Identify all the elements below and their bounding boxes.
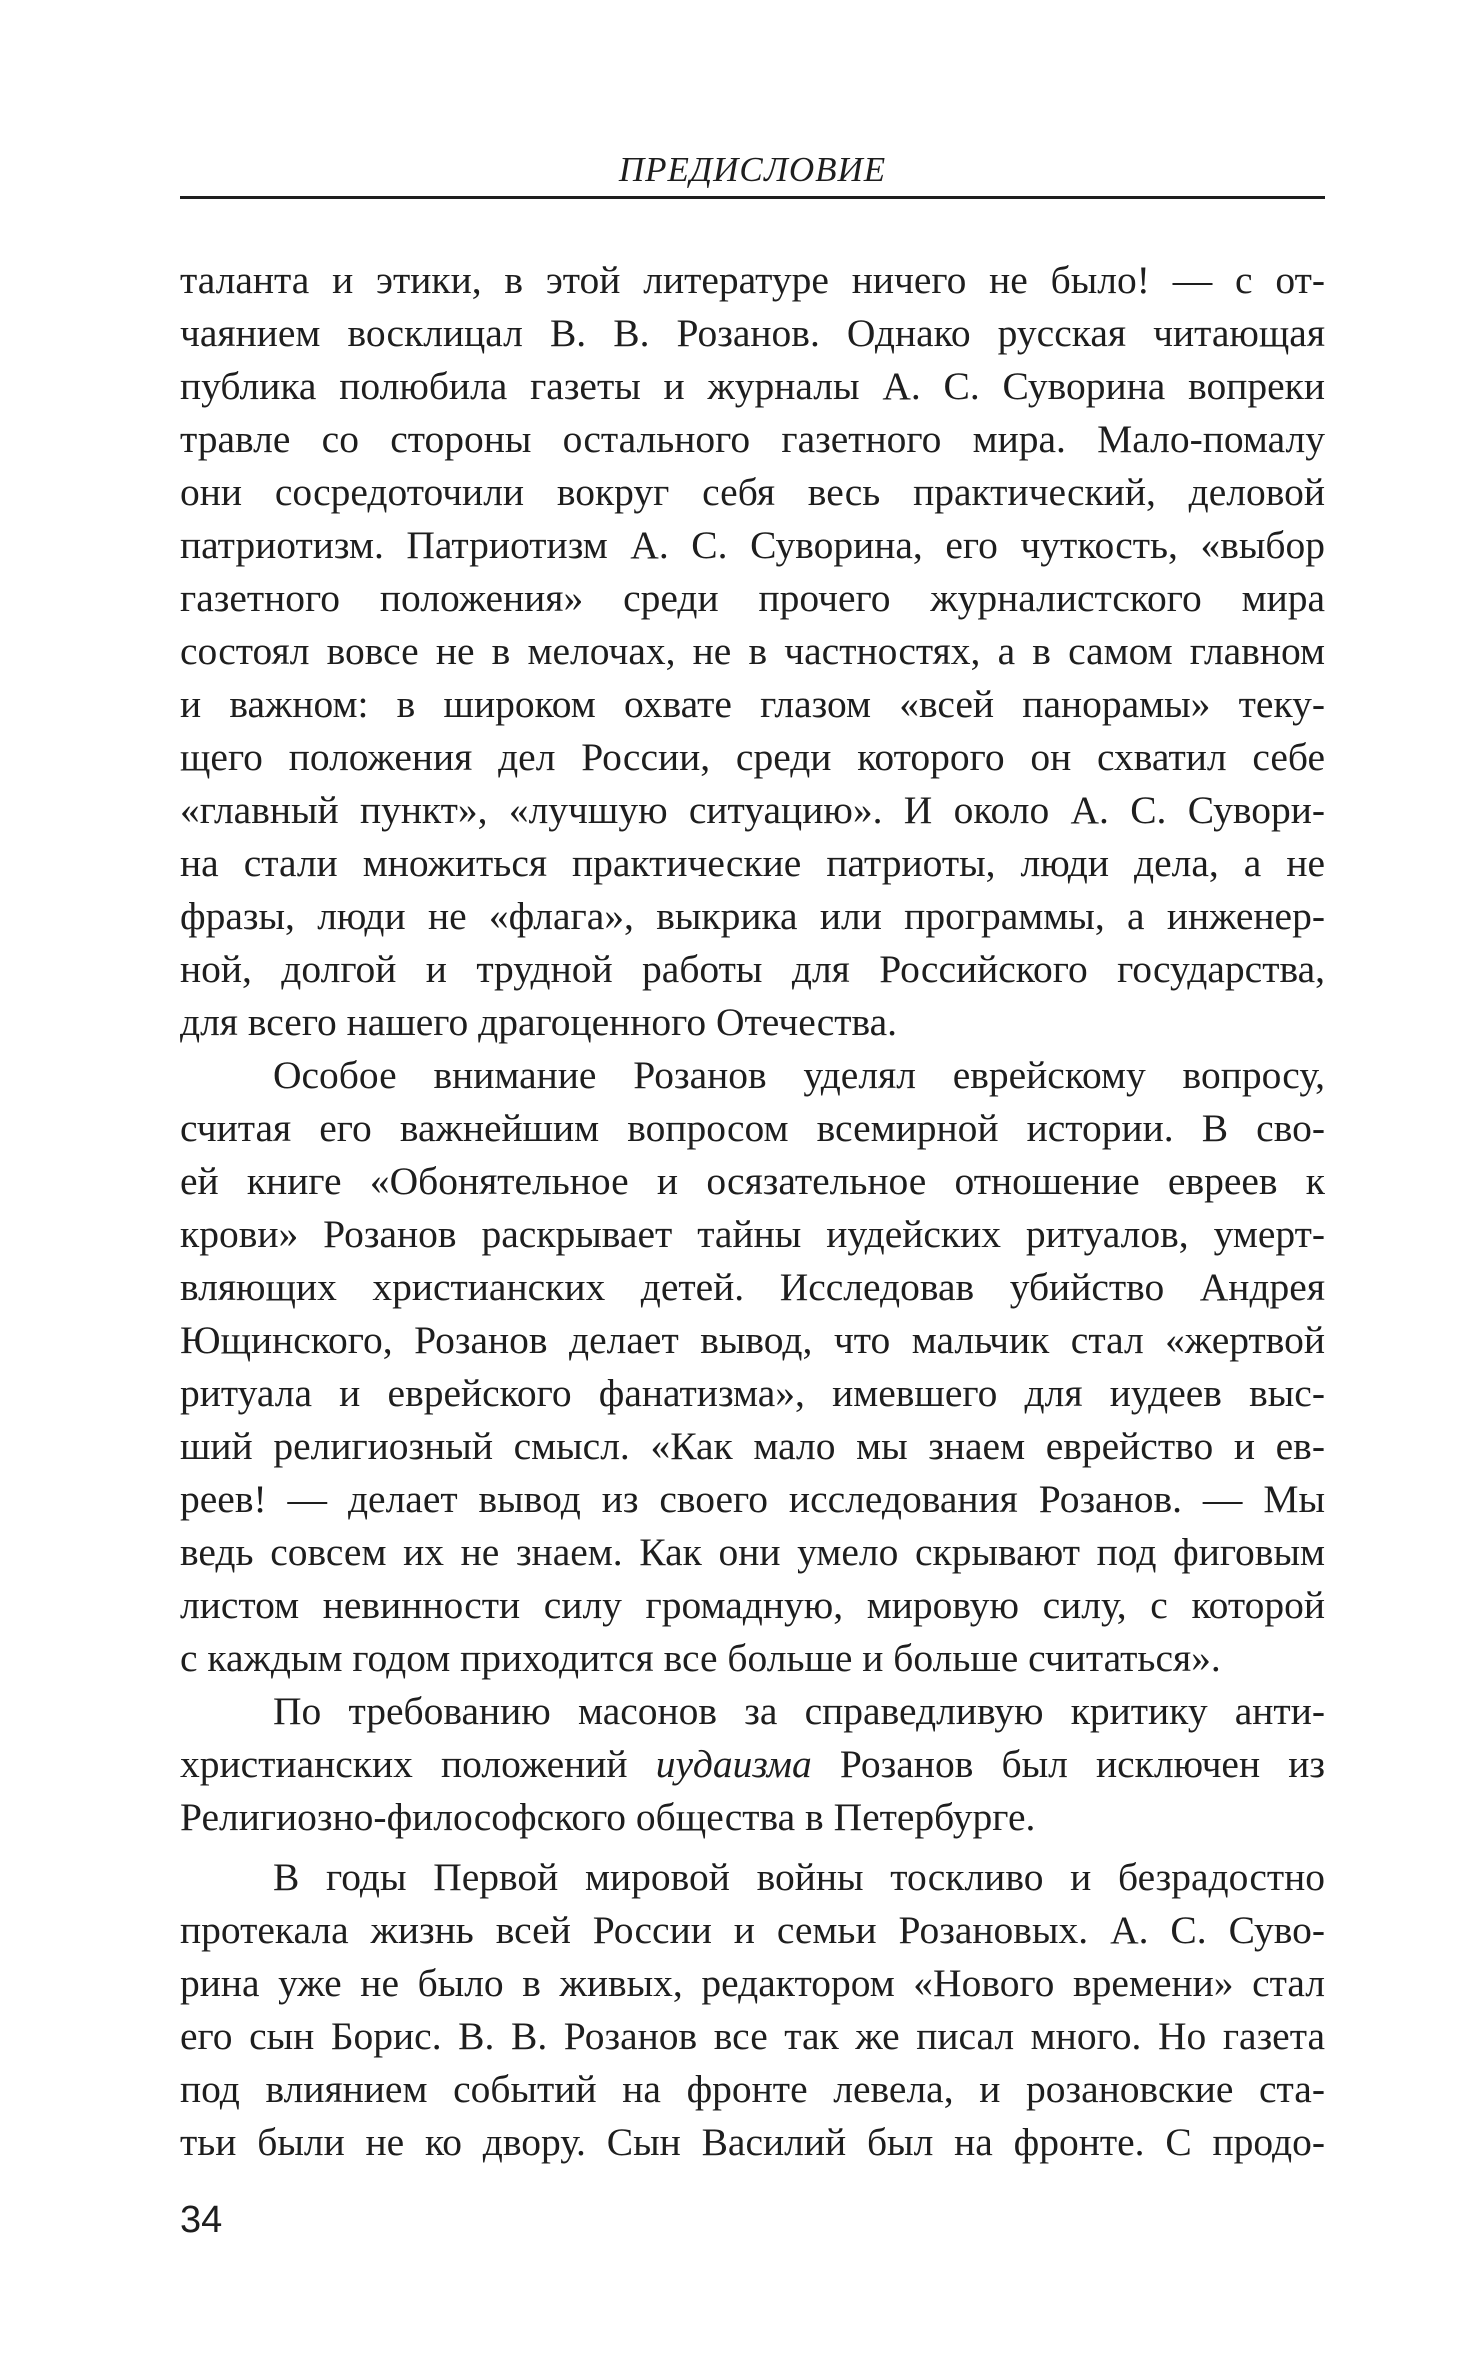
text-line: и важном: в широком охвате глазом «всей панорамы» теку- bbox=[180, 682, 1325, 726]
text-line: считая его важнейшим вопросом всемирной истории. В сво- bbox=[180, 1106, 1325, 1150]
paragraph bbox=[180, 1851, 1325, 2169]
text-line: его сын Борис. В. В. Розанов все так же писал много. Но газета bbox=[180, 2014, 1325, 2058]
text-line: Особое внимание Розанов уделял еврейскому вопросу, bbox=[273, 1053, 1325, 1097]
text-line: листом невинности силу громадную, мировую силу, с которой bbox=[180, 1583, 1325, 1627]
text-line: они сосредоточили вокруг себя весь практический, деловой bbox=[180, 470, 1325, 514]
paragraph bbox=[180, 1049, 1325, 1685]
text-line: Ющинского, Розанов делает вывод, что мальчик стал «жертвой bbox=[180, 1318, 1325, 1362]
text-line: тьи были не ко двору. Сын Василий был на фронте. С продо- bbox=[180, 2120, 1325, 2164]
text-line: ший религиозный смысл. «Как мало мы знаем еврейство и ев- bbox=[180, 1424, 1325, 1468]
text-line: щего положения дел России, среди которого он схватил себе bbox=[180, 735, 1325, 779]
text-line: ритуала и еврейского фанатизма», имевшего для иудеев выс- bbox=[180, 1371, 1325, 1415]
text-line: на стали множиться практические патриоты, люди дела, а не bbox=[180, 841, 1325, 885]
text-line: ной, долгой и трудной работы для Российского государства, bbox=[180, 947, 1325, 991]
emphasis: иудаизма bbox=[655, 1742, 812, 1786]
text-line: рина уже не было в живых, редактором «Нового времени» стал bbox=[180, 1961, 1325, 2005]
text-line: христианских положений иудаизма Розанов был исключен из bbox=[180, 1742, 1325, 1786]
text-line: реев! — делает вывод из своего исследования Розанов. — Мы bbox=[180, 1477, 1325, 1521]
page-number: 34 bbox=[180, 2199, 223, 2241]
text-line: ей книге «Обонятельное и осязательное отношение евреев к bbox=[180, 1159, 1325, 1203]
paragraph bbox=[180, 254, 1325, 1049]
text-line: Религиозно-философского общества в Петербурге. bbox=[180, 1795, 1036, 1839]
text-line: По требованию масонов за справедливую критику анти- bbox=[273, 1689, 1325, 1733]
body-text bbox=[180, 254, 1325, 2169]
text-line: «главный пункт», «лучшую ситуацию». И около А. С. Сувори- bbox=[180, 788, 1325, 832]
text-line: под влиянием событий на фронте левела, и розановские ста- bbox=[180, 2067, 1325, 2111]
text-line: газетного положения» среди прочего журналистского мира bbox=[180, 576, 1325, 620]
running-head: ПРЕДИСЛОВИЕ bbox=[618, 150, 887, 189]
text-line: ведь совсем их не знаем. Как они умело скрывают под фиговым bbox=[180, 1530, 1325, 1574]
text-line: с каждым годом приходится все больше и больше считаться». bbox=[180, 1636, 1221, 1680]
text-line: фразы, люди не «флага», выкрика или программы, а инженер- bbox=[180, 894, 1325, 938]
paragraph bbox=[180, 1685, 1325, 1844]
text-line: таланта и этики, в этой литературе ничего не было! — с от- bbox=[180, 258, 1325, 302]
text-line: чаянием восклицал В. В. Розанов. Однако русская читающая bbox=[180, 311, 1325, 355]
text-line: для всего нашего драгоценного Отечества. bbox=[180, 1000, 898, 1044]
paragraph-gap bbox=[180, 1844, 1325, 1851]
text-line: патриотизм. Патриотизм А. С. Суворина, его чуткость, «выбор bbox=[180, 523, 1325, 567]
text-line: вляющих христианских детей. Исследовав убийство Андрея bbox=[180, 1265, 1325, 1309]
text-line: протекала жизнь всей России и семьи Розановых. А. С. Суво- bbox=[180, 1908, 1325, 1952]
text-line: публика полюбила газеты и журналы А. С. Суворина вопреки bbox=[180, 364, 1325, 408]
text-line: травле со стороны остального газетного мира. Мало-помалу bbox=[180, 417, 1325, 461]
text-line: В годы Первой мировой войны тоскливо и безрадостно bbox=[273, 1855, 1325, 1899]
text-line: состоял вовсе не в мелочах, не в частностях, а в самом главном bbox=[180, 629, 1325, 673]
text-line: крови» Розанов раскрывает тайны иудейских ритуалов, умерт- bbox=[180, 1212, 1325, 1256]
header-rule bbox=[180, 196, 1325, 199]
